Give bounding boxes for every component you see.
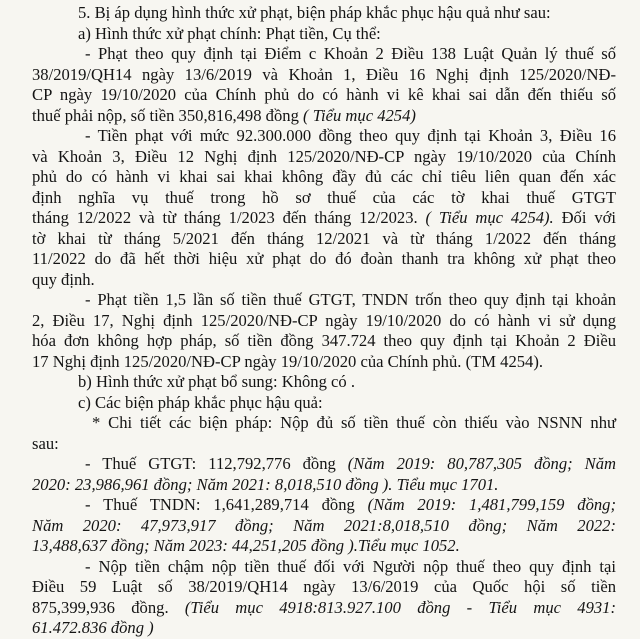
penalty-2-line-1: - Tiền phạt với mức 92.300.000 đồng theo quy định tại Khoản 3, Điều 16 bbox=[85, 126, 616, 145]
cit-line-1 bbox=[32, 495, 616, 516]
penalty-2-note-start: Đối với bbox=[553, 208, 616, 227]
penalty-2-line-4: định nghĩa vụ thuế trong hồ sơ thuế của các tờ khai thuế GTGT bbox=[32, 187, 616, 207]
penalty-3-line-2: 2, Điều 17, Nghị định 125/2020/NĐ-CP ngày 19/10/2020 do có hành vi sử dụng bbox=[32, 310, 616, 330]
cit-line-2: Năm 2020: 47,973,917 đồng; Năm 2021:8,018,510 đồng; Năm 2022: bbox=[32, 515, 616, 535]
penalty-1-line-1: - Phạt theo quy định tại Điểm c Khoản 2 Điều 138 Luật Quản lý thuế số bbox=[85, 44, 616, 63]
penalty-2-line-5 bbox=[32, 208, 616, 229]
penalty-3-line-3: hóa đơn không hợp pháp, số tiền đồng 347.724 theo quy định tại Khoản 2 Điều bbox=[32, 331, 616, 350]
penalty-2-line-7: 11/2022 do đã hết thời hiệu xử phạt do đó đoàn thanh tra không xử phạt theo bbox=[32, 249, 616, 268]
late-payment-amount: 875,399,936 đồng. bbox=[32, 597, 185, 617]
late-payment-breakdown-start: (Tiểu mục 4918:813.927.100 đồng - Tiểu mục 4931: bbox=[184, 597, 616, 617]
section-c-line: c) Các biện pháp khắc phục hậu quả: bbox=[78, 392, 323, 412]
late-payment-line-3 bbox=[32, 598, 616, 619]
section-b-line: b) Hình thức xử phạt bổ sung: Không có . bbox=[78, 372, 356, 391]
penalty-2-line-3: phủ do có hành vi khai sai khai không đầy đủ các chỉ tiêu liên quan đến xác bbox=[32, 167, 616, 186]
late-payment-line-1: - Nộp tiền chậm nộp tiền thuế đối với Người nộp thuế theo quy định tại bbox=[85, 556, 616, 576]
cit-amount: - Thuế TNDN: 1,641,289,714 đồng bbox=[85, 495, 368, 514]
cit-line-3: 13,488,637 đồng; Năm 2023: 44,251,205 đồng ).Tiểu mục 1052. bbox=[32, 536, 460, 555]
measures-detail-line-1: * Chi tiết các biện pháp: Nộp đủ số tiền thuế còn thiếu vào NSNN như bbox=[92, 413, 616, 432]
penalty-2-subitem: ( Tiểu mục 4254). bbox=[425, 208, 554, 227]
vat-amount: - Thuế GTGT: 112,792,776 đồng bbox=[85, 454, 348, 473]
vat-line-2: 2020: 23,986,961 đồng; Năm 2021: 8,018,510 đồng ). Tiểu mục 1701. bbox=[32, 474, 499, 494]
penalty-1-line-3: CP ngày 19/10/2020 của Chính phủ do có hành vi kê khai sai dẫn đến thiếu số bbox=[32, 85, 616, 104]
penalty-1-line-4 bbox=[32, 106, 616, 127]
vat-breakdown-start: (Năm 2019: 80,787,305 đồng; Năm bbox=[347, 454, 616, 473]
penalty-1-subitem: ( Tiểu mục 4254) bbox=[303, 105, 416, 125]
late-payment-line-2: Điều 59 Luật số 38/2019/QH14 ngày 13/6/2019 của Quốc hội số tiền bbox=[32, 577, 616, 596]
cit-breakdown-start: (Năm 2019: 1,481,799,159 đồng; bbox=[367, 495, 616, 514]
section-a-title: a) Hình thức xử phạt chính: Phạt tiền, Cụ thể: bbox=[78, 23, 381, 43]
measures-detail-line-2: sau: bbox=[32, 433, 59, 453]
vat-line-1 bbox=[32, 454, 616, 475]
penalty-3-line-4: 17 Nghị định 125/2020/NĐ-CP ngày 19/10/2020 của Chính phủ. (TM 4254). bbox=[32, 351, 544, 371]
penalty-2-line-2: và Khoản 3, Điều 12 Nghị định 125/2020/NĐ-CP ngày 19/10/2020 của Chính bbox=[32, 146, 616, 166]
penalty-2-line-8: quy định. bbox=[32, 269, 95, 289]
penalty-3-line-1: - Phạt tiền 1,5 lần số tiền thuế GTGT, TNDN trốn theo quy định tại khoản bbox=[85, 290, 616, 309]
penalty-1-amount: thuế phải nộp, số tiền 350,816,498 đồng bbox=[32, 105, 304, 125]
penalty-2-line-6: tờ khai từ tháng 5/2021 đến tháng 12/2021 và từ tháng 1/2022 đến tháng bbox=[32, 228, 616, 248]
penalty-1-line-2: 38/2019/QH14 ngày 13/6/2019 và Khoản 1, Điều 16 Nghị định 125/2020/NĐ- bbox=[32, 64, 616, 84]
section-heading: 5. Bị áp dụng hình thức xử phạt, biện pháp khắc phục hậu quả như sau: bbox=[78, 3, 551, 22]
late-payment-line-4: 61.472.836 đồng ) bbox=[32, 618, 154, 637]
penalty-2-period: tháng 12/2022 và từ tháng 1/2023 đến tháng 12/2023. bbox=[32, 208, 426, 227]
